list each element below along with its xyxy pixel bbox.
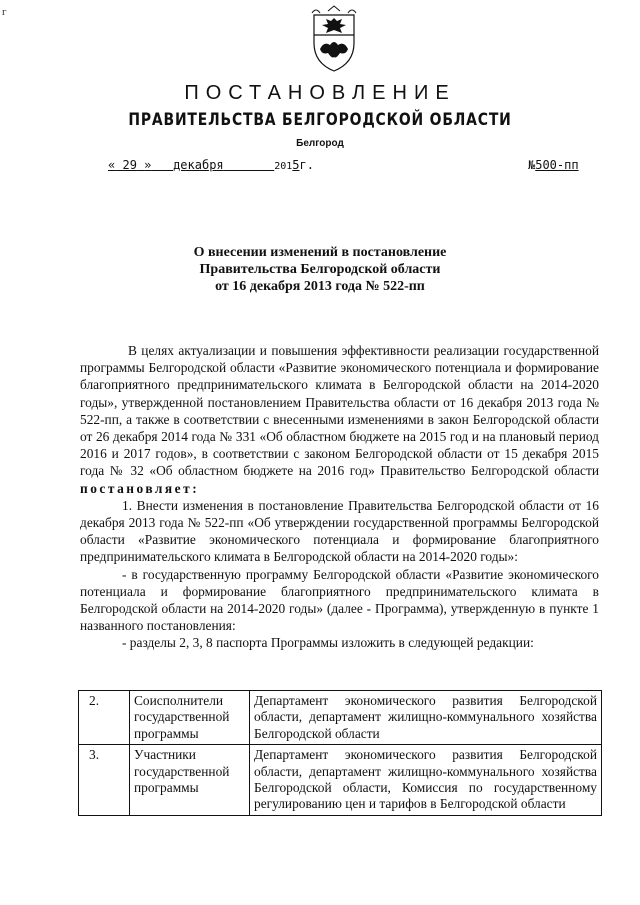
date-close-quote: » — [144, 158, 152, 172]
paragraph-item-1: 1. Внести изменения в постановление Правительства Белгородской области от 16 декабря 2013 года № 522-пп «Об утверждении государственной программы Белгородской области «Развитие экономического потенциала и формирование благоприятного предпринимательского климата в Белгородской области на 2014-2020 годы»: — [80, 497, 599, 565]
passport-table — [78, 690, 602, 816]
table-row — [79, 691, 602, 745]
paragraph-program-changes: - в государственную программу Белгородской области «Развитие экономического потенциала и формирование благоприятного предпринимательского климата в Белгородской области на 2014-2020 годы» (далее - Программа), утвержденную в пункте 1 названного постановления: — [80, 566, 599, 634]
date-year-prefix: 201 — [274, 161, 293, 172]
date-year-unit: г. — [299, 158, 314, 172]
date-month: декабря — [173, 158, 224, 172]
city-label: Белгород — [296, 138, 344, 149]
document-body — [80, 342, 599, 652]
paragraph-preamble — [80, 342, 599, 497]
coat-of-arms-icon — [306, 5, 362, 75]
document-number — [528, 158, 579, 172]
date-year-suffix: 5 — [292, 158, 300, 172]
row-name: Участники государственной программы — [130, 745, 250, 816]
preamble-text: В целях актуализации и повышения эффективности реализации государственной программы Белгородской области «Развитие экономического потенциала и формирование благоприятного предпринимательского климата в Белгородской области на 2014-2020 годы», утвержденной постановлением Правительства области от 16 декабря 2013 года № 522-пп, а также в соответствии с внесенными изменениями в закон Белгородской области от 26 декабря 2014 года № 331 «Об областном бюджете на 2015 год и на плановый период 2016 и 2017 годов», в соответствии с законом Белгородской области от 15 декабря 2015 года № 32 «Об областном бюджете на 2016 год» Правительство Белгородской области — [80, 343, 599, 479]
row-name: Соисполнители государственной программы — [130, 691, 250, 745]
issuing-authority: ПРАВИТЕЛЬСТВА БЕЛГОРОДСКОЙ ОБЛАСТИ — [128, 110, 512, 130]
decree-word: постановляет: — [80, 480, 200, 496]
corner-mark: г — [2, 6, 7, 18]
row-value: Департамент экономического развития Белгородской области, департамент жилищно-коммунального хозяйства Белгородской области, Комиссия по государственному регулированию цен и тарифов в Белгородской области — [250, 745, 602, 816]
row-value: Департамент экономического развития Белгородской области, департамент жилищно-коммунального хозяйства Белгородской области — [250, 691, 602, 745]
number-label: № — [528, 158, 536, 172]
heading-line-1: О внесении изменений в постановление — [193, 245, 447, 260]
table-row — [79, 745, 602, 816]
row-number: 3. — [79, 745, 130, 816]
date-open-quote: « — [108, 158, 116, 172]
heading-line-3: от 16 декабря 2013 года № 522-пп — [215, 279, 425, 294]
heading-line-2: Правительства Белгородской области — [199, 262, 441, 277]
date-day: 29 — [122, 158, 137, 172]
number-value: 500-пп — [535, 158, 579, 172]
document-heading — [0, 244, 640, 295]
paragraph-passport-sections: - разделы 2, 3, 8 паспорта Программы изложить в следующей редакции: — [122, 635, 534, 651]
row-number: 2. — [79, 691, 130, 745]
document-type-title: ПОСТАНОВЛЕНИЕ — [184, 82, 456, 104]
document-date — [108, 158, 314, 172]
